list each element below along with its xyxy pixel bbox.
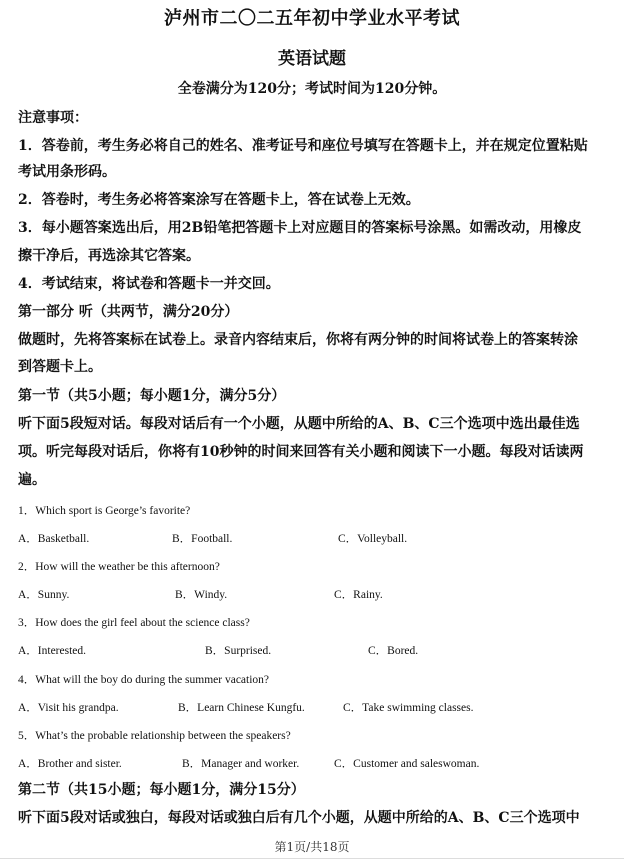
option-c: C．Take swimming classes. [343,702,474,714]
exam-info: 全卷满分为120分；考试时间为120分钟。 [177,81,447,97]
section1-intro: 听下面5段短对话。每段对话后有一个小题，从题中所给的A、B、C三个选项中选出最佳选 [18,416,580,432]
section1-intro: 遍。 [18,472,46,488]
page-divider [0,858,624,859]
part1-intro: 做题时，先将答案标在试卷上。录音内容结束后，你将有两分钟的时间将试卷上的答案转涂 [18,332,578,348]
notes-heading: 注意事项： [18,110,88,126]
option-b: B．Surprised. [205,645,272,657]
option-a: A．Brother and sister. [18,758,122,770]
option-a: A．Interested. [18,645,87,657]
question-stem: 5．What’s the probable relationship between the speakers? [18,730,291,742]
notes-line: 考试用条形码。 [18,164,116,180]
option-c: C．Rainy. [334,589,383,601]
option-c: C．Customer and saleswoman. [334,758,480,770]
option-c: C．Volleyball. [338,533,408,545]
section2-heading: 第二节（共15小题；每小题1分，满分15分） [18,782,305,798]
question-stem: 2．How will the weather be this afternoon? [18,561,220,573]
option-a: A．Visit his grandpa. [18,702,119,714]
option-b: B．Learn Chinese Kungfu. [178,702,305,714]
section2-intro: 听下面5段对话或独白，每段对话或独白后有几个小题，从题中所给的A、B、C三个选项中 [18,810,580,826]
notes-line: 擦干净后，再选涂其它答案。 [18,248,200,264]
exam-title: 泸州市二〇二五年初中学业水平考试 [164,8,460,29]
option-b: B．Windy. [175,589,228,601]
section1-heading: 第一节（共5小题；每小题1分，满分5分） [18,388,286,404]
option-b: B．Football. [172,533,233,545]
question-stem: 1．Which sport is George’s favorite? [18,505,191,517]
part1-intro: 到答题卡上。 [18,359,102,375]
notes-line: 3．每小题答案选出后，用2B铅笔把答题卡上对应题目的答案标号涂黑。如需改动，用橡皮 [18,220,582,236]
page-number: 第1页/共18页 [274,840,350,854]
option-a: A．Sunny. [18,589,70,601]
option-b: B．Manager and worker. [182,758,300,770]
question-stem: 4．What will the boy do during the summer vacation? [18,674,270,686]
notes-line: 2．答卷时，考生务必将答案涂写在答题卡上，答在试卷上无效。 [18,192,420,208]
option-c: C．Bored. [368,645,419,657]
part1-heading: 第一部分 听（共两节，满分20分） [18,304,239,320]
notes-line: 4．考试结束，将试卷和答题卡一并交回。 [18,276,280,292]
exam-subtitle: 英语试题 [278,49,346,69]
section1-intro: 项。听完每段对话后，你将有10秒钟的时间来回答有关小题和阅读下一小题。每段对话读两 [18,444,584,460]
option-a: A．Basketball. [18,533,90,545]
question-stem: 3．How does the girl feel about the science class? [18,617,250,629]
notes-line: 1．答卷前，考生务必将自己的姓名、准考证号和座位号填写在答题卡上，并在规定位置粘贴 [18,138,588,154]
